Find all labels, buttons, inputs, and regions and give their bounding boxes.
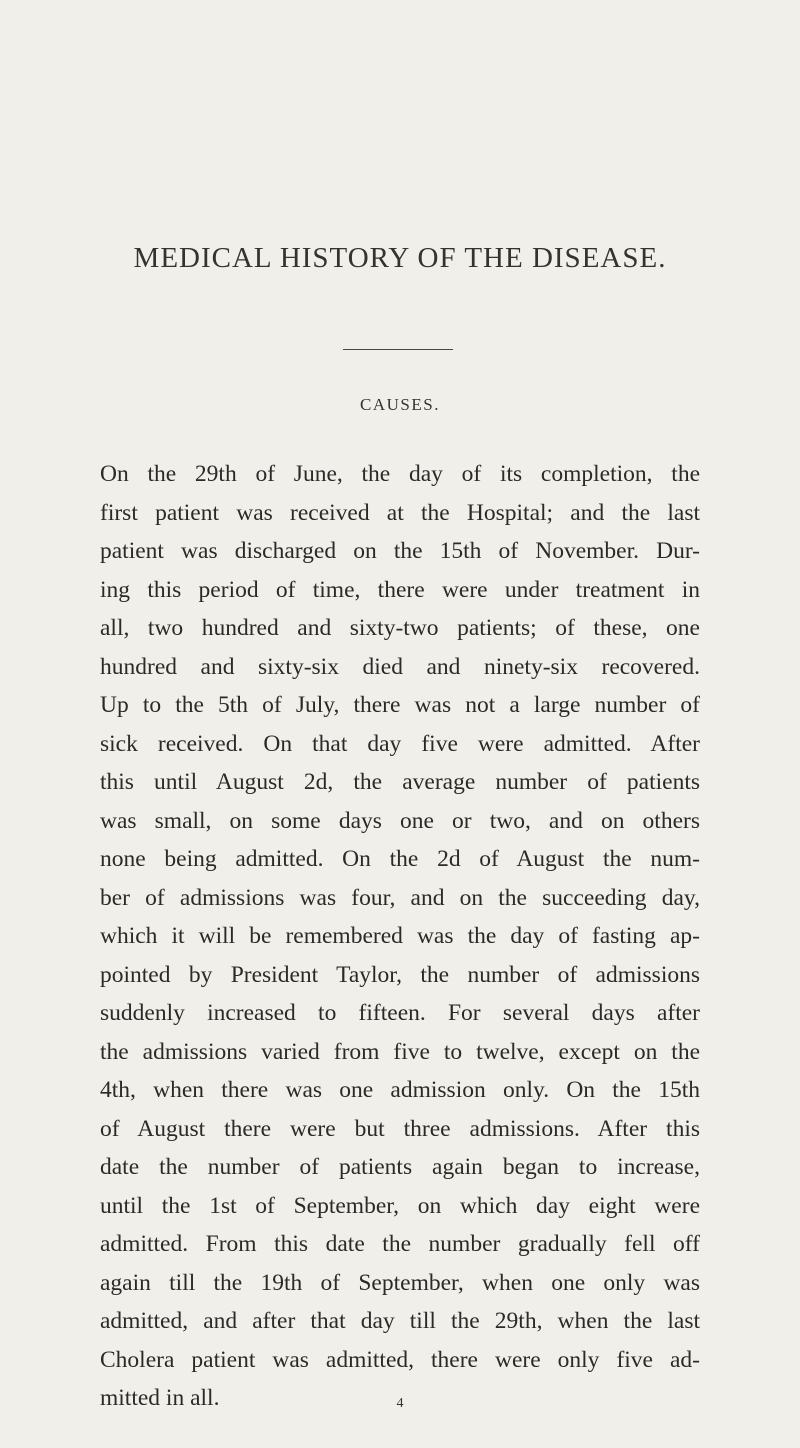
body-paragraph xyxy=(100,455,700,1418)
page-number: 4 xyxy=(396,1396,404,1411)
text-line: hundred and sixty-six died and ninety-six recovered. xyxy=(100,653,700,680)
text-line: which it will be remembered was the day of fasting ap- xyxy=(100,923,700,949)
text-line: until the 1st of September, on which day eight were xyxy=(100,1192,700,1219)
text-line: of August there were but three admissions. After this xyxy=(100,1115,700,1142)
text-line: Up to the 5th of July, there was not a large number of xyxy=(100,692,700,718)
text-line: 4th, when there was one admission only. On the 15th xyxy=(100,1077,700,1103)
text-line: ing this period of time, there were under treatment in xyxy=(100,576,700,603)
text-line: was small, on some days one or two, and on others xyxy=(100,807,700,834)
text-line: mitted in all. xyxy=(100,1385,220,1411)
text-line: Cholera patient was admitted, there were only five ad- xyxy=(100,1346,700,1373)
text-line: sick received. On that day five were admitted. After xyxy=(100,730,700,757)
text-line: admitted, and after that day till the 29th, when the last xyxy=(100,1308,700,1334)
text-line: date the number of patients again began to increase, xyxy=(100,1154,700,1180)
text-line: the admissions varied from five to twelve, except on the xyxy=(100,1038,700,1065)
text-line: first patient was received at the Hospital; and the last xyxy=(100,499,700,526)
text-line: ber of admissions was four, and on the succeeding day, xyxy=(100,884,700,911)
text-line: patient was discharged on the 15th of November. Dur- xyxy=(100,538,700,564)
text-line: this until August 2d, the average number of patients xyxy=(100,769,700,795)
text-line: all, two hundred and sixty-two patients; of these, one xyxy=(100,615,700,641)
text-line: none being admitted. On the 2d of August the num- xyxy=(100,846,700,872)
section-heading: CAUSES. xyxy=(360,395,440,414)
text-line: again till the 19th of September, when one only was xyxy=(100,1269,700,1296)
title-divider xyxy=(343,349,453,350)
text-line: admitted. From this date the number gradually fell off xyxy=(100,1231,700,1257)
page-title: MEDICAL HISTORY OF THE DISEASE. xyxy=(133,242,667,274)
text-line: suddenly increased to fifteen. For several days after xyxy=(100,1000,700,1026)
text-line: On the 29th of June, the day of its completion, the xyxy=(100,461,700,487)
text-line: pointed by President Taylor, the number of admissions xyxy=(100,961,700,988)
